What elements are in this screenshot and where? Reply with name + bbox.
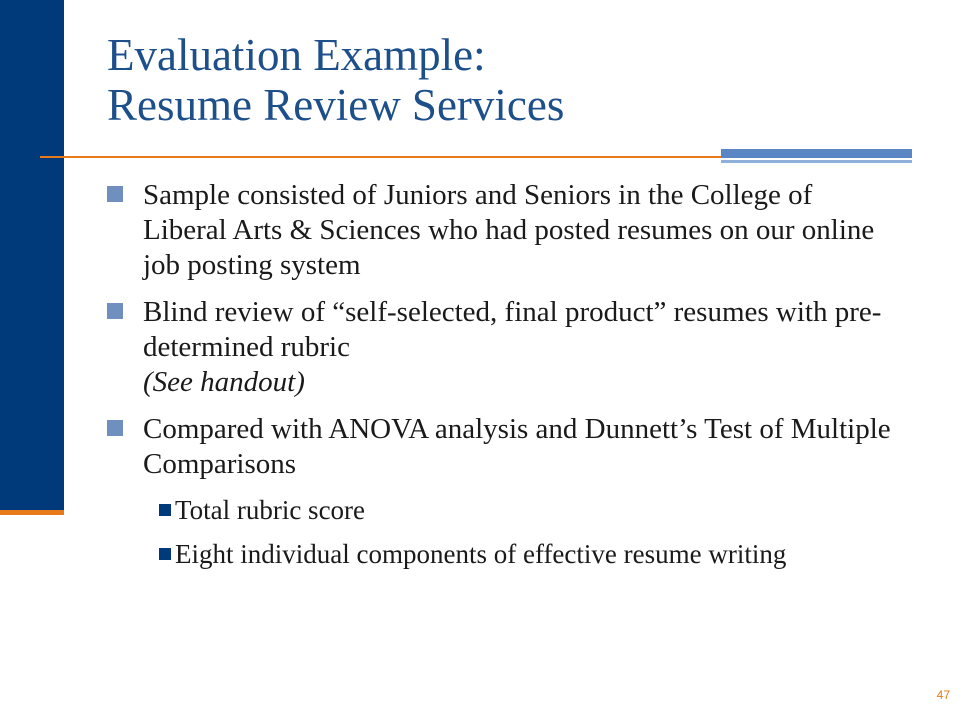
sub-bullet-item — [105, 494, 895, 526]
page-number: 47 — [936, 688, 950, 702]
bullet-text: Blind review of “self-selected, final product” resumes with pre-determined rubric — [143, 296, 882, 363]
bullet-text: Sample consisted of Juniors and Seniors in the College of Liberal Arts & Sciences who had posted resumes on our online job posting system — [143, 179, 875, 281]
slide-content — [105, 178, 895, 582]
title-underline-accent-block — [721, 149, 912, 158]
bullet-item — [105, 295, 895, 400]
bullet-note: (See handout) — [143, 366, 305, 398]
left-sidebar-bar — [0, 0, 64, 512]
sub-bullet-text: Eight individual components of effective resume writing — [175, 539, 787, 569]
small-square-bullet-icon — [159, 548, 171, 560]
title-line-1: Evaluation Example: — [107, 30, 486, 80]
square-bullet-icon — [107, 186, 123, 202]
sub-bullet-item — [105, 538, 895, 570]
bullet-item — [105, 412, 895, 482]
bullet-text: Compared with ANOVA analysis and Dunnett’s Test of Multiple Comparisons — [143, 413, 891, 480]
bullet-item — [105, 178, 895, 283]
sidebar-accent-line — [0, 510, 64, 515]
square-bullet-icon — [107, 420, 123, 436]
sub-bullet-text: Total rubric score — [175, 495, 366, 525]
small-square-bullet-icon — [159, 504, 171, 516]
title-line-2: Resume Review Services — [107, 80, 565, 130]
square-bullet-icon — [107, 303, 123, 319]
title-underline-accent-stripe — [721, 160, 912, 163]
slide-title — [107, 30, 927, 130]
